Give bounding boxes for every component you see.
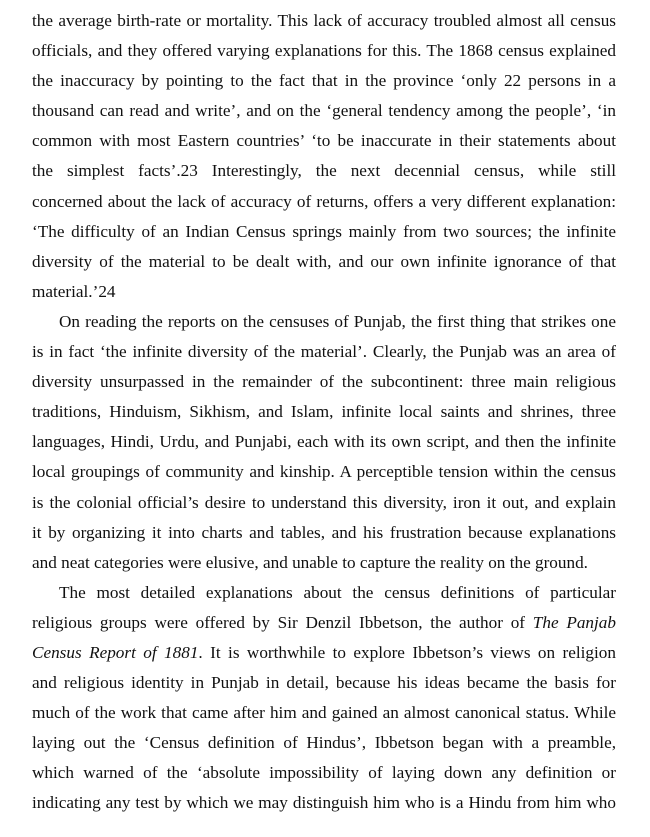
text-line: much of the work that came after him and gained an almost canonical status. While — [32, 703, 616, 723]
text-line: and neat categories were elusive, and unable to capture the reality on the ground. — [32, 552, 588, 572]
text-line: traditions, Hinduism, Sikhism, and Islam, infinite local saints and shrines, three — [32, 402, 616, 422]
text-fragment: . It is worthwhile to explore Ibbetson’s views on religion — [198, 642, 616, 662]
text-line: common with most Eastern countries’ ‘to be inaccurate in their statements about — [32, 131, 616, 151]
text-line: laying out the ‘Census definition of Hindus’, Ibbetson began with a preamble, — [32, 733, 616, 753]
text-line: thousand can read and write’, and on the ‘general tendency among the people’, ‘in — [32, 101, 616, 121]
text-line: is in fact ‘the infinite diversity of the material’. Clearly, the Punjab was an area of — [32, 342, 616, 362]
text-line: ‘The difficulty of an Indian Census springs mainly from two sources; the infinite — [32, 221, 616, 241]
text-line: The most detailed explanations about the census definitions of particular — [59, 582, 616, 602]
text-line: indicating any test by which we may distinguish him who is a Hindu from him who — [32, 793, 616, 813]
text-line: the simplest facts’.23 Interestingly, the next decennial census, while still — [32, 161, 616, 181]
text-line — [32, 638, 616, 668]
text-line: concerned about the lack of accuracy of returns, offers a very different explanation: — [32, 191, 616, 211]
paragraph-1 — [32, 6, 616, 307]
text-line: material.’24 — [32, 281, 116, 301]
text-line: the average birth-rate or mortality. This lack of accuracy troubled almost all census — [32, 11, 616, 30]
book-title-italic: The Panjab — [532, 612, 616, 632]
text-line: and religious identity in Punjab in detail, because his ideas became the basis for — [32, 673, 616, 693]
text-line: On reading the reports on the censuses of Punjab, the first thing that strikes one — [59, 311, 616, 331]
text-line: it by organizing it into charts and tables, and his frustration because explanations — [32, 522, 616, 542]
text-fragment: religious groups were offered by Sir Denzil Ibbetson, the author of — [32, 612, 533, 632]
text-line: is the colonial official’s desire to understand this diversity, iron it out, and explain — [32, 492, 616, 512]
document-page — [32, 6, 616, 819]
book-title-italic: Census Report of 1881 — [32, 642, 199, 662]
paragraph-3 — [32, 578, 616, 819]
text-line: officials, and they offered varying explanations for this. The 1868 census explained — [32, 41, 616, 61]
text-line: which warned of the ‘absolute impossibility of laying down any definition or — [32, 763, 616, 783]
text-line: diversity unsurpassed in the remainder of the subcontinent: three main religious — [32, 372, 616, 392]
text-line: diversity of the material to be dealt with, and our own infinite ignorance of that — [32, 251, 616, 271]
paragraph-2 — [32, 307, 616, 578]
text-line — [32, 608, 616, 638]
text-line: languages, Hindi, Urdu, and Punjabi, each with its own script, and then the infinite — [32, 432, 616, 452]
text-line: the inaccuracy by pointing to the fact that in the province ‘only 22 persons in a — [32, 71, 616, 91]
text-line: local groupings of community and kinship. A perceptible tension within the census — [32, 462, 616, 482]
